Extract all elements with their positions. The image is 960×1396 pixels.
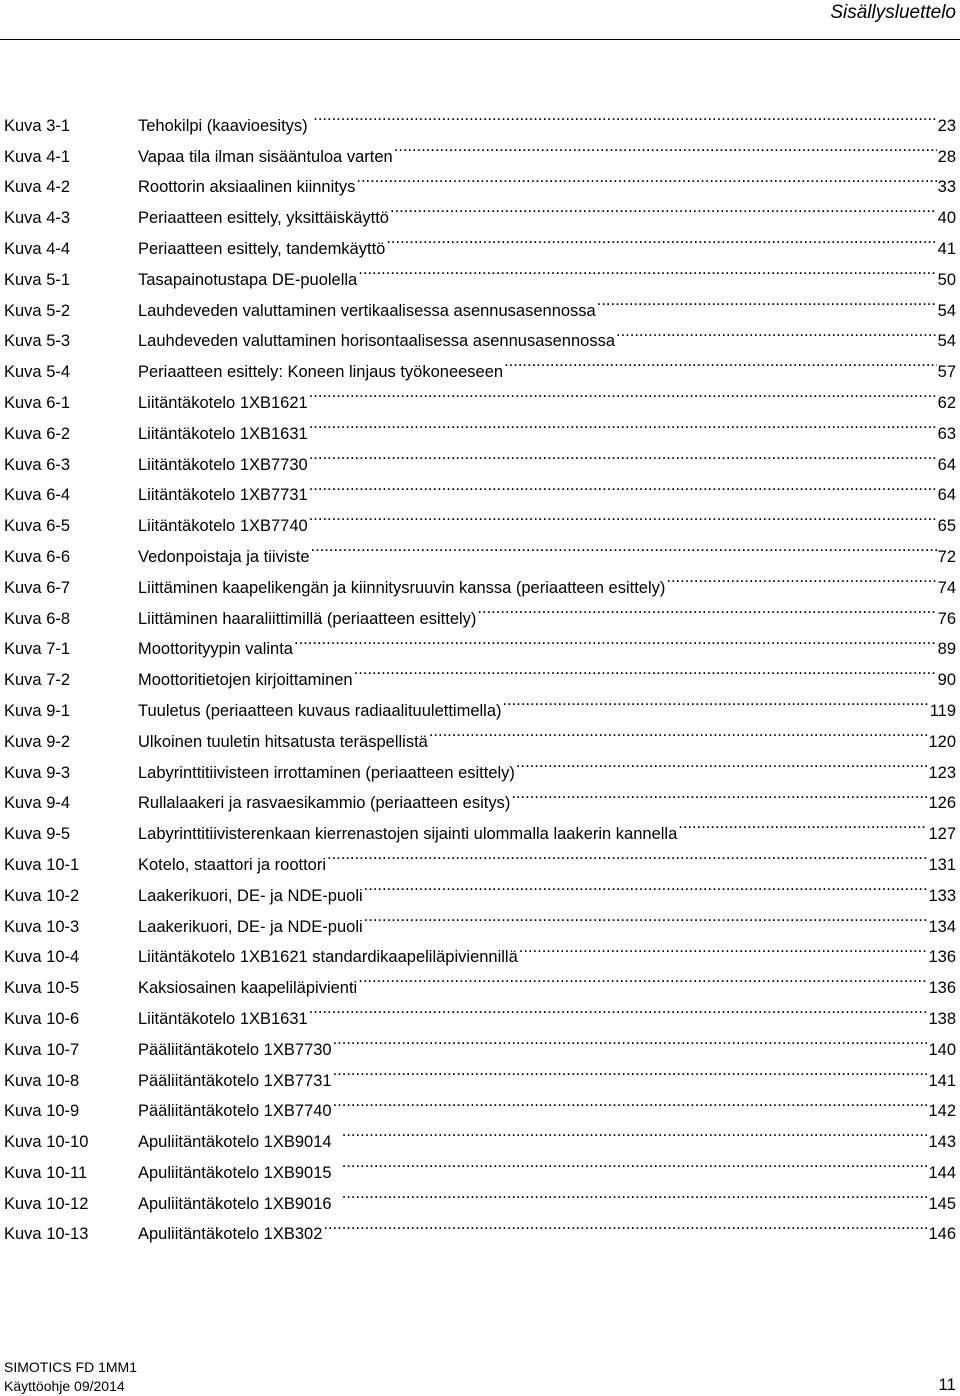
toc-figure-title: Kaksiosainen kaapeliläpivienti (138, 979, 358, 998)
toc-figure-title: Tehokilpi (kaavioesitys) (138, 116, 313, 135)
toc-page-number: 63 (937, 424, 956, 443)
toc-dot-leader (342, 1116, 928, 1147)
toc-figure-number: Kuva 9-5 (4, 825, 71, 844)
toc-entry[interactable] (0, 100, 956, 135)
toc-page-number: 131 (928, 855, 956, 874)
toc-figure-title: Laakerikuori, DE- ja NDE-puoli (138, 917, 363, 936)
toc-figure-title: Rullalaakeri ja rasvaesikammio (periaatteen esitys) (138, 794, 511, 813)
toc-figure-number: Kuva 10-2 (4, 886, 80, 905)
toc-figure-number: Kuva 5-4 (4, 363, 71, 382)
toc-page-number: 140 (928, 1040, 956, 1059)
toc-figure-number: Kuva 6-4 (4, 486, 71, 505)
toc-figure-number: Kuva 10-4 (4, 948, 80, 967)
toc-page-number: 143 (928, 1133, 956, 1152)
toc-page-number: 133 (928, 886, 956, 905)
toc-figure-title: Vapaa tila ilman sisääntuloa varten (138, 147, 393, 166)
toc-dot-leader (616, 316, 937, 347)
toc-figure-number: Kuva 5-3 (4, 332, 71, 351)
toc-page-number: 142 (928, 1102, 956, 1121)
toc-dot-leader (516, 747, 928, 778)
toc-figure-title: Liitäntäkotelo 1XB1631 (138, 424, 308, 443)
toc-page-number: 123 (928, 763, 956, 782)
header-rule (0, 39, 960, 40)
toc-figure-title: Tuuletus (periaatteen kuvaus radiaalituulettimella) (138, 701, 502, 720)
footer-info (4, 1358, 137, 1396)
toc-dot-leader (390, 192, 937, 223)
toc-page-number: 76 (937, 609, 956, 628)
toc-figure-title: Apuliitäntäkotelo 1XB9014 (138, 1133, 341, 1152)
toc-dot-leader (354, 654, 937, 685)
toc-page-number: 64 (937, 455, 956, 474)
toc-figure-number: Kuva 7-1 (4, 640, 71, 659)
toc-page-number: 119 (929, 701, 956, 720)
toc-figure-title: Liitäntäkotelo 1XB7740 (138, 517, 308, 536)
toc-dot-leader (597, 285, 937, 316)
toc-dot-leader (323, 1209, 927, 1240)
toc-page-number: 23 (937, 116, 956, 135)
toc-page-number: 54 (937, 301, 956, 320)
toc-figure-number: Kuva 10-8 (4, 1071, 80, 1090)
toc-figure-title: Pääliitäntäkotelo 1XB7730 (138, 1040, 332, 1059)
toc-figure-title: Roottorin aksiaalinen kiinnitys (138, 178, 356, 197)
toc-dot-leader (309, 439, 937, 470)
toc-page-number: 54 (937, 332, 956, 351)
toc-figure-number: Kuva 9-2 (4, 732, 71, 751)
toc-dot-leader (364, 901, 928, 932)
toc-figure-title: Pääliitäntäkotelo 1XB7731 (138, 1071, 332, 1090)
toc-figure-number: Kuva 7-2 (4, 671, 71, 690)
toc-figure-number: Kuva 10-3 (4, 917, 80, 936)
toc-figure-number: Kuva 10-9 (4, 1102, 80, 1121)
toc-dot-leader (519, 932, 928, 963)
toc-page-number: 74 (937, 578, 956, 597)
toc-dot-leader (503, 685, 929, 716)
toc-figure-number: Kuva 9-4 (4, 794, 71, 813)
toc-page-number: 64 (937, 486, 956, 505)
toc-figure-number: Kuva 3-1 (4, 116, 71, 135)
toc-dot-leader (294, 624, 937, 655)
toc-dot-leader (309, 408, 937, 439)
toc-figure-title: Kotelo, staattori ja roottori (138, 855, 327, 874)
toc-page-number: 72 (937, 547, 956, 566)
toc-page-number: 138 (928, 1009, 956, 1028)
toc-figure-title: Moottoritietojen kirjoittaminen (138, 671, 353, 690)
section-title: Sisällysluettelo (830, 2, 956, 23)
toc-dot-leader (309, 500, 937, 531)
toc-dot-leader (342, 1178, 928, 1209)
figure-list (0, 100, 956, 1244)
toc-figure-title: Lauhdeveden valuttaminen vertikaalisessa asennusasennossa (138, 301, 596, 320)
toc-figure-title: Liittäminen haaraliittimillä (periaatteen esittely) (138, 609, 477, 628)
toc-figure-title: Periaatteen esittely, tandemkäyttö (138, 239, 386, 258)
toc-figure-number: Kuva 6-2 (4, 424, 71, 443)
toc-dot-leader (358, 254, 936, 285)
toc-page-number: 134 (928, 917, 956, 936)
toc-page-number: 145 (928, 1194, 956, 1213)
toc-page-number: 144 (928, 1163, 956, 1182)
toc-page-number: 89 (937, 640, 956, 659)
toc-dot-leader (504, 346, 937, 377)
toc-figure-number: Kuva 5-1 (4, 270, 71, 289)
toc-figure-title: Liitäntäkotelo 1XB1621 (138, 393, 308, 412)
footer-manual: Käyttöohje 09/2014 (4, 1378, 125, 1394)
toc-page-number: 127 (928, 825, 956, 844)
toc-figure-title: Labyrinttitiivisteen irrottaminen (periaatteen esittely) (138, 763, 515, 782)
toc-figure-title: Laakerikuori, DE- ja NDE-puoli (138, 886, 363, 905)
toc-page-number: 65 (937, 517, 956, 536)
toc-dot-leader (333, 1024, 928, 1055)
toc-page-number: 57 (937, 363, 956, 382)
toc-page-number: 50 (937, 270, 956, 289)
toc-page-number: 62 (937, 393, 956, 412)
toc-dot-leader (333, 1086, 928, 1117)
toc-figure-number: Kuva 4-1 (4, 147, 71, 166)
toc-figure-title: Lauhdeveden valuttaminen horisontaalisessa asennusasennossa (138, 332, 616, 351)
toc-figure-title: Pääliitäntäkotelo 1XB7740 (138, 1102, 332, 1121)
toc-figure-title: Apuliitäntäkotelo 1XB9015 (138, 1163, 341, 1182)
toc-figure-number: Kuva 10-1 (4, 855, 80, 874)
toc-page-number: 90 (937, 671, 956, 690)
toc-figure-number: Kuva 4-4 (4, 239, 71, 258)
toc-dot-leader (313, 100, 936, 131)
toc-figure-number: Kuva 4-2 (4, 178, 71, 197)
toc-figure-title: Ulkoinen tuuletin hitsatusta teräspellistä (138, 732, 428, 751)
toc-figure-number: Kuva 10-6 (4, 1009, 80, 1028)
toc-dot-leader (364, 870, 928, 901)
toc-figure-number: Kuva 10-11 (4, 1163, 88, 1182)
toc-dot-leader (311, 531, 937, 562)
toc-page-number: 41 (937, 239, 956, 258)
page-number: 11 (938, 1375, 956, 1394)
toc-figure-title: Vedonpoistaja ja tiiviste (138, 547, 310, 566)
toc-figure-number: Kuva 5-2 (4, 301, 71, 320)
toc-dot-leader (356, 162, 936, 193)
toc-page-number: 28 (937, 147, 956, 166)
toc-figure-title: Liitäntäkotelo 1XB7730 (138, 455, 308, 474)
toc-page-number: 120 (928, 732, 956, 751)
toc-figure-title: Apuliitäntäkotelo 1XB302 (138, 1225, 323, 1244)
toc-figure-title: Liitäntäkotelo 1XB7731 (138, 486, 308, 505)
toc-dot-leader (678, 808, 927, 839)
toc-page-number: 126 (928, 794, 956, 813)
toc-figure-title: Periaatteen esittely, yksittäiskäyttö (138, 209, 389, 228)
toc-figure-number: Kuva 9-1 (4, 701, 71, 720)
toc-figure-number: Kuva 4-3 (4, 209, 71, 228)
toc-dot-leader (394, 131, 937, 162)
toc-page-number: 146 (928, 1225, 956, 1244)
toc-figure-title: Apuliitäntäkotelo 1XB9016 (138, 1194, 341, 1213)
toc-figure-number: Kuva 10-13 (4, 1225, 89, 1244)
toc-page-number: 136 (928, 948, 956, 967)
toc-figure-number: Kuva 6-5 (4, 517, 71, 536)
toc-figure-title: Labyrinttitiivisterenkaan kierrenastojen sijainti ulommalla laakerin kannella (138, 825, 678, 844)
toc-figure-title: Liitäntäkotelo 1XB1621 standardikaapeliläpiviennillä (138, 948, 518, 967)
toc-dot-leader (386, 223, 936, 254)
toc-page-number: 40 (937, 209, 956, 228)
toc-figure-title: Tasapainotustapa DE-puolella (138, 270, 358, 289)
toc-figure-number: Kuva 6-7 (4, 578, 71, 597)
toc-dot-leader (342, 1147, 928, 1178)
toc-dot-leader (511, 778, 927, 809)
toc-page-number: 33 (937, 178, 956, 197)
toc-figure-number: Kuva 9-3 (4, 763, 71, 782)
toc-figure-number: Kuva 10-12 (4, 1194, 89, 1213)
toc-page-number: 136 (928, 979, 956, 998)
toc-figure-number: Kuva 6-6 (4, 547, 71, 566)
toc-figure-number: Kuva 10-10 (4, 1133, 89, 1152)
toc-figure-title: Liitäntäkotelo 1XB1631 (138, 1009, 308, 1028)
toc-dot-leader (309, 993, 928, 1024)
footer-product: SIMOTICS FD 1MM1 (4, 1359, 138, 1375)
toc-figure-title: Moottorityypin valinta (138, 640, 293, 659)
toc-figure-number: Kuva 6-1 (4, 393, 71, 412)
toc-dot-leader (309, 470, 937, 501)
toc-dot-leader (327, 839, 927, 870)
toc-figure-number: Kuva 10-7 (4, 1040, 80, 1059)
toc-dot-leader (358, 962, 927, 993)
toc-page-number: 141 (928, 1071, 956, 1090)
toc-figure-number: Kuva 10-5 (4, 979, 80, 998)
toc-figure-title: Liittäminen kaapelikengän ja kiinnitysruuvin kanssa (periaatteen esittely) (138, 578, 666, 597)
toc-dot-leader (477, 593, 936, 624)
toc-figure-title: Periaatteen esittely: Koneen linjaus työkoneeseen (138, 363, 504, 382)
toc-dot-leader (429, 716, 928, 747)
toc-figure-number: Kuva 6-8 (4, 609, 71, 628)
toc-figure-number: Kuva 6-3 (4, 455, 71, 474)
toc-dot-leader (309, 377, 937, 408)
toc-dot-leader (666, 562, 936, 593)
toc-dot-leader (333, 1055, 928, 1086)
